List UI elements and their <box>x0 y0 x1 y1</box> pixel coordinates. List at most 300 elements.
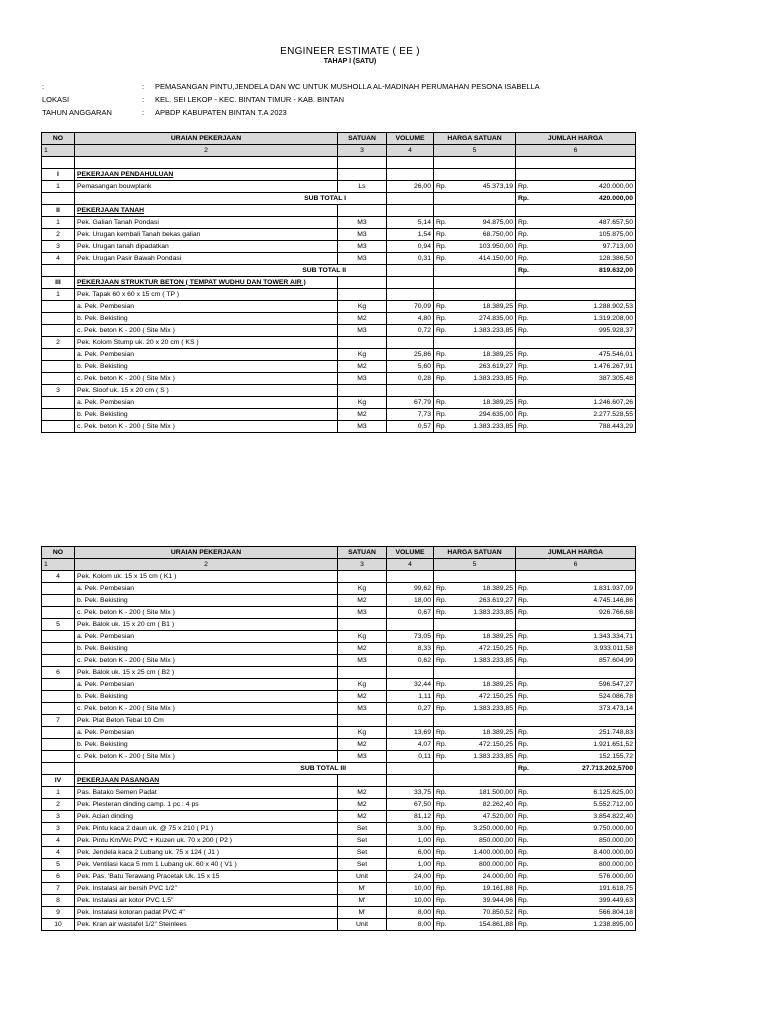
item-total: 524.086,78 <box>540 691 636 703</box>
subtotal-row <box>42 193 636 205</box>
currency-label: Rp. <box>516 895 540 907</box>
table-row <box>42 349 636 361</box>
currency-label: Rp. <box>516 595 540 607</box>
empty-cell <box>516 337 636 349</box>
item-unit-price: 82.262,40 <box>463 799 516 811</box>
item-description: Pek. Instalasi kotoran padat PVC 4" <box>75 907 338 919</box>
item-unit: M' <box>338 883 387 895</box>
item-volume: 26,00 <box>387 181 434 193</box>
currency-label: Rp. <box>516 847 540 859</box>
item-unit-price: 68.750,00 <box>463 229 516 241</box>
item-unit: Set <box>338 859 387 871</box>
item-unit: M2 <box>338 799 387 811</box>
item-volume: 0,31 <box>387 253 434 265</box>
info-value: PEMASANGAN PINTU,JENDELA DAN WC UNTUK MUSHOLLA AL-MADINAH PERUMAHAN PESONA ISABELLA <box>155 82 540 91</box>
table-row <box>42 241 636 253</box>
subtotal-label: SUB TOTAL III <box>75 763 387 775</box>
table-row <box>42 631 636 643</box>
subsection-title: Pek. Tapak 60 x 60 x 15 cm ( TP ) <box>75 289 338 301</box>
item-unit: Kg <box>338 349 387 361</box>
item-volume: 67,79 <box>387 397 434 409</box>
item-description: c. Pek. beton K - 200 ( Site Mix ) <box>75 751 338 763</box>
item-unit-price: 263.619,27 <box>463 595 516 607</box>
currency-label: Rp. <box>516 727 540 739</box>
table-row <box>42 811 636 823</box>
info-colon: : <box>142 95 145 104</box>
item-unit-price: 1.383.233,85 <box>463 655 516 667</box>
item-unit: M2 <box>338 643 387 655</box>
item-unit: M3 <box>338 253 387 265</box>
item-unit-price: 850.000,00 <box>463 835 516 847</box>
item-unit: M3 <box>338 229 387 241</box>
section-title: PEKERJAAN PASANGAN <box>75 775 338 787</box>
subtotal-value: 420.000,00 <box>540 193 636 205</box>
item-description: a. Pek. Pembesian <box>75 631 338 643</box>
item-number <box>42 655 75 667</box>
currency-label: Rp. <box>516 787 540 799</box>
subtotal-label: SUB TOTAL I <box>75 193 387 205</box>
section-title: PEKERJAAN STRUKTUR BETON ( TEMPAT WUDHU DAN TOWER AIR ) <box>75 277 338 289</box>
currency-label: Rp. <box>434 811 463 823</box>
item-number: 5 <box>42 619 75 631</box>
section-number: IV <box>42 775 75 787</box>
section-number: I <box>42 169 75 181</box>
item-unit-price: 18.389,25 <box>463 727 516 739</box>
currency-label: Rp. <box>434 655 463 667</box>
item-number: 9 <box>42 907 75 919</box>
empty-cell <box>434 337 516 349</box>
index-cell: 6 <box>516 145 636 157</box>
item-volume: 0,27 <box>387 703 434 715</box>
item-number: 3 <box>42 241 75 253</box>
item-unit: M2 <box>338 361 387 373</box>
item-total: 97.713,00 <box>540 241 636 253</box>
currency-label: Rp. <box>516 859 540 871</box>
item-total: 4.745.146,86 <box>540 595 636 607</box>
item-total: 6.125.625,00 <box>540 787 636 799</box>
item-number <box>42 325 75 337</box>
item-unit-price: 1.383.233,85 <box>463 751 516 763</box>
table-row <box>42 397 636 409</box>
item-unit-price: 24.000,00 <box>463 871 516 883</box>
currency-label: Rp. <box>434 679 463 691</box>
subsection-title: Pek. Kolom Stump uk. 20 x 20 cm ( KS ) <box>75 337 338 349</box>
currency-label: Rp. <box>434 397 463 409</box>
item-total: 191.618,75 <box>540 883 636 895</box>
currency-label: Rp. <box>434 253 463 265</box>
header-no: NO <box>42 547 75 559</box>
item-volume: 0,11 <box>387 751 434 763</box>
empty-cell <box>387 277 434 289</box>
section-row <box>42 775 636 787</box>
empty-cell <box>387 619 434 631</box>
subsection-title: Pek. Balok uk. 15 x 20 cm ( B1 ) <box>75 619 338 631</box>
currency-label: Rp. <box>516 301 540 313</box>
section-number: III <box>42 277 75 289</box>
item-description: Pek. Urugan kembali Tanah bekas galian <box>75 229 338 241</box>
currency-label: Rp. <box>516 253 540 265</box>
item-total: 1.831.937,09 <box>540 583 636 595</box>
table-row <box>42 595 636 607</box>
currency-label: Rp. <box>434 607 463 619</box>
item-volume: 7,73 <box>387 409 434 421</box>
empty-cell <box>516 571 636 583</box>
empty-cell <box>434 763 516 775</box>
item-total: 1.319.208,00 <box>540 313 636 325</box>
item-volume: 0,62 <box>387 655 434 667</box>
item-unit: M2 <box>338 595 387 607</box>
item-number <box>42 631 75 643</box>
item-description: b. Pek. Bekisting <box>75 595 338 607</box>
item-description: Pek. Pintu Km/Wc PVC + Kuzen uk. 70 x 200 ( P2 ) <box>75 835 338 847</box>
item-unit-price: 472.150,25 <box>463 691 516 703</box>
index-cell: 4 <box>387 145 434 157</box>
item-unit-price: 45.373,19 <box>463 181 516 193</box>
currency-label: Rp. <box>516 181 540 193</box>
item-description: c. Pek. beton K - 200 ( Site Mix ) <box>75 655 338 667</box>
empty-cell <box>338 667 387 679</box>
index-cell: 1 <box>42 145 75 157</box>
empty-cell <box>75 157 338 169</box>
table-row <box>42 373 636 385</box>
currency-label: Rp. <box>516 409 540 421</box>
table-row <box>42 313 636 325</box>
table-row <box>42 253 636 265</box>
table-row <box>42 217 636 229</box>
currency-label: Rp. <box>434 871 463 883</box>
item-unit-price: 1.383.233,85 <box>463 325 516 337</box>
subsection-title: Pek. Plat Beton Tebal 10 Cm <box>75 715 338 727</box>
item-volume: 32,44 <box>387 679 434 691</box>
currency-label: Rp. <box>434 217 463 229</box>
item-description: Pek. Jendela kaca 2 Lubang uk. 75 x 124 ( J1 ) <box>75 847 338 859</box>
item-unit-price: 414.150,00 <box>463 253 516 265</box>
item-number: 2 <box>42 229 75 241</box>
empty-cell <box>516 205 636 217</box>
currency-label: Rp. <box>516 691 540 703</box>
item-description: Pek. Acian dinding <box>75 811 338 823</box>
item-description: Pek. Instalasi air bersih PVC 1/2" <box>75 883 338 895</box>
item-unit: Set <box>338 835 387 847</box>
currency-label: Rp. <box>434 643 463 655</box>
item-volume: 4,07 <box>387 739 434 751</box>
item-description: c. Pek. beton K - 200 ( Site Mix ) <box>75 703 338 715</box>
currency-label: Rp. <box>516 811 540 823</box>
item-number: 7 <box>42 715 75 727</box>
column-index-row <box>42 559 636 571</box>
currency-label: Rp. <box>434 583 463 595</box>
item-total: 596.547,27 <box>540 679 636 691</box>
currency-label: Rp. <box>516 193 540 205</box>
table-header-row <box>42 133 636 145</box>
item-volume: 0,28 <box>387 373 434 385</box>
subsection-title: Pek. Kolom uk. 15 x 15 cm ( K1 ) <box>75 571 338 583</box>
item-description: c. Pek. beton K - 200 ( Site Mix ) <box>75 607 338 619</box>
item-volume: 24,00 <box>387 871 434 883</box>
item-number: 3 <box>42 823 75 835</box>
index-cell: 1 <box>42 559 75 571</box>
currency-label: Rp. <box>434 229 463 241</box>
table-row <box>42 823 636 835</box>
item-unit: Kg <box>338 583 387 595</box>
info-colon: : <box>142 108 145 117</box>
empty-cell <box>434 667 516 679</box>
item-number <box>42 409 75 421</box>
currency-label: Rp. <box>434 799 463 811</box>
table-row <box>42 361 636 373</box>
currency-label: Rp. <box>434 181 463 193</box>
item-total: 105.875,00 <box>540 229 636 241</box>
empty-cell <box>434 571 516 583</box>
item-number: 5 <box>42 859 75 871</box>
item-number: 10 <box>42 919 75 931</box>
table-row <box>42 181 636 193</box>
item-volume: 0,67 <box>387 607 434 619</box>
item-volume: 5,60 <box>387 361 434 373</box>
item-total: 2.277.528,55 <box>540 409 636 421</box>
item-total: 800.000,00 <box>540 859 636 871</box>
item-volume: 1,54 <box>387 229 434 241</box>
item-number: 1 <box>42 787 75 799</box>
empty-cell <box>387 289 434 301</box>
currency-label: Rp. <box>434 595 463 607</box>
item-description: Pek. Kran air wastafel 1/2" Steinlees <box>75 919 338 931</box>
item-unit: M2 <box>338 691 387 703</box>
item-unit-price: 3.250.000,00 <box>463 823 516 835</box>
item-unit-price: 39.944,96 <box>463 895 516 907</box>
currency-label: Rp. <box>434 301 463 313</box>
item-total: 1.246.607,26 <box>540 397 636 409</box>
table-row <box>42 799 636 811</box>
currency-label: Rp. <box>516 229 540 241</box>
empty-cell <box>434 289 516 301</box>
header-jumlah-harga: JUMLAH HARGA <box>516 547 636 559</box>
item-total: 9.750.000,00 <box>540 823 636 835</box>
header-satuan: SATUAN <box>338 133 387 145</box>
currency-label: Rp. <box>516 655 540 667</box>
index-cell: 6 <box>516 559 636 571</box>
item-description: Pek. Galian Tanah Pondasi <box>75 217 338 229</box>
index-cell: 2 <box>75 145 338 157</box>
currency-label: Rp. <box>516 241 540 253</box>
item-number: 1 <box>42 289 75 301</box>
info-value: APBDP KABUPATEN BINTAN T.A 2023 <box>155 108 287 117</box>
item-total: 1.288.902,53 <box>540 301 636 313</box>
table-row <box>42 583 636 595</box>
header-no: NO <box>42 133 75 145</box>
currency-label: Rp. <box>434 907 463 919</box>
item-description: Pek. Ventilasi kaca 5 mm 1 Lubang uk. 60 x 40 ( V1 ) <box>75 859 338 871</box>
empty-cell <box>387 157 434 169</box>
currency-label: Rp. <box>434 421 463 433</box>
item-total: 152.155,72 <box>540 751 636 763</box>
index-cell: 5 <box>434 559 516 571</box>
currency-label: Rp. <box>434 349 463 361</box>
item-number <box>42 361 75 373</box>
item-number <box>42 583 75 595</box>
item-number: 4 <box>42 847 75 859</box>
item-unit-price: 263.619,27 <box>463 361 516 373</box>
info-key: : <box>42 82 45 91</box>
item-description: a. Pek. Pembesian <box>75 679 338 691</box>
item-volume: 25,86 <box>387 349 434 361</box>
item-total: 128.386,50 <box>540 253 636 265</box>
item-unit: Kg <box>338 727 387 739</box>
empty-cell <box>42 763 75 775</box>
item-number <box>42 739 75 751</box>
item-unit: M' <box>338 907 387 919</box>
item-total: 1.238.895,00 <box>540 919 636 931</box>
subtotal-value: 27.713.202,5700 <box>540 763 636 775</box>
empty-cell <box>516 289 636 301</box>
item-number <box>42 643 75 655</box>
item-unit-price: 1.383.233,85 <box>463 607 516 619</box>
subsection-row <box>42 619 636 631</box>
item-description: c. Pek. beton K - 200 ( Site Mix ) <box>75 421 338 433</box>
table-row <box>42 301 636 313</box>
item-unit-price: 274.835,00 <box>463 313 516 325</box>
item-volume: 1,11 <box>387 691 434 703</box>
currency-label: Rp. <box>516 835 540 847</box>
item-total: 3.854.822,40 <box>540 811 636 823</box>
currency-label: Rp. <box>434 883 463 895</box>
header-harga-satuan: HARGA SATUAN <box>434 547 516 559</box>
empty-cell <box>338 169 387 181</box>
header-satuan: SATUAN <box>338 547 387 559</box>
item-unit: M2 <box>338 811 387 823</box>
item-unit-price: 19.161,88 <box>463 883 516 895</box>
item-number <box>42 421 75 433</box>
index-cell: 4 <box>387 559 434 571</box>
item-number <box>42 691 75 703</box>
empty-cell <box>338 385 387 397</box>
subsection-row <box>42 385 636 397</box>
empty-cell <box>387 193 434 205</box>
item-volume: 99,62 <box>387 583 434 595</box>
empty-cell <box>516 775 636 787</box>
item-unit: M3 <box>338 241 387 253</box>
item-unit: Kg <box>338 631 387 643</box>
item-unit: M3 <box>338 607 387 619</box>
item-unit: M3 <box>338 421 387 433</box>
info-value: KEL. SEI LEKOP - KEC. BINTAN TIMUR - KAB. BINTAN <box>155 95 345 104</box>
empty-cell <box>387 667 434 679</box>
empty-cell <box>387 763 434 775</box>
item-description: b. Pek. Bekisting <box>75 409 338 421</box>
currency-label: Rp. <box>434 739 463 751</box>
item-volume: 70,09 <box>387 301 434 313</box>
item-unit-price: 154.861,88 <box>463 919 516 931</box>
item-unit-price: 47.520,00 <box>463 811 516 823</box>
item-unit-price: 94.875,00 <box>463 217 516 229</box>
item-number: 2 <box>42 337 75 349</box>
section-row <box>42 277 636 289</box>
currency-label: Rp. <box>516 739 540 751</box>
item-unit-price: 18.389,25 <box>463 397 516 409</box>
currency-label: Rp. <box>516 397 540 409</box>
table-row <box>42 325 636 337</box>
item-total: 475.546,01 <box>540 349 636 361</box>
currency-label: Rp. <box>434 859 463 871</box>
subsection-title: Pek. Sloof uk. 15 x 20 cm ( S ) <box>75 385 338 397</box>
item-number <box>42 607 75 619</box>
item-description: b. Pek. Bekisting <box>75 739 338 751</box>
empty-cell <box>516 157 636 169</box>
currency-label: Rp. <box>434 691 463 703</box>
column-index-row <box>42 145 636 157</box>
estimate-table-1 <box>41 132 636 433</box>
item-description: c. Pek. beton K - 200 ( Site Mix ) <box>75 373 338 385</box>
item-unit: Unit <box>338 871 387 883</box>
item-unit: Kg <box>338 679 387 691</box>
item-volume: 81,12 <box>387 811 434 823</box>
currency-label: Rp. <box>434 823 463 835</box>
empty-cell <box>338 571 387 583</box>
estimate-table-2 <box>41 546 636 931</box>
item-description: Pemasangan bouwplank <box>75 181 338 193</box>
table-row <box>42 691 636 703</box>
item-unit-price: 1.383.233,85 <box>463 421 516 433</box>
item-volume: 6,00 <box>387 847 434 859</box>
empty-cell <box>387 265 434 277</box>
currency-label: Rp. <box>516 607 540 619</box>
currency-label: Rp. <box>516 919 540 931</box>
currency-label: Rp. <box>434 241 463 253</box>
item-total: 8.400.000,00 <box>540 847 636 859</box>
item-description: Pek. Pas. 'Batu Terawang Pracetak Uk. 15 x 15 <box>75 871 338 883</box>
item-unit: M2 <box>338 739 387 751</box>
subsection-row <box>42 571 636 583</box>
item-unit-price: 1.383.233,85 <box>463 373 516 385</box>
currency-label: Rp. <box>516 763 540 775</box>
empty-cell <box>338 157 387 169</box>
item-total: 373.473,14 <box>540 703 636 715</box>
item-unit: M3 <box>338 325 387 337</box>
item-number <box>42 727 75 739</box>
table-row <box>42 859 636 871</box>
item-total: 788.443,29 <box>540 421 636 433</box>
table-row <box>42 871 636 883</box>
currency-label: Rp. <box>434 835 463 847</box>
currency-label: Rp. <box>434 373 463 385</box>
table-row <box>42 835 636 847</box>
empty-cell <box>434 775 516 787</box>
item-description: a. Pek. Pembesian <box>75 349 338 361</box>
item-number: 4 <box>42 571 75 583</box>
empty-cell <box>516 385 636 397</box>
empty-cell <box>387 385 434 397</box>
currency-label: Rp. <box>434 361 463 373</box>
item-volume: 13,69 <box>387 727 434 739</box>
empty-cell <box>516 619 636 631</box>
currency-label: Rp. <box>516 361 540 373</box>
table-row <box>42 883 636 895</box>
empty-cell <box>434 205 516 217</box>
item-number: 1 <box>42 181 75 193</box>
item-total: 850.000,00 <box>540 835 636 847</box>
info-key: TAHUN ANGGARAN <box>42 108 112 117</box>
subsection-row <box>42 667 636 679</box>
item-number <box>42 349 75 361</box>
currency-label: Rp. <box>434 727 463 739</box>
item-unit-price: 18.389,25 <box>463 631 516 643</box>
item-total: 1.476.267,91 <box>540 361 636 373</box>
empty-cell <box>516 169 636 181</box>
item-total: 251.748,83 <box>540 727 636 739</box>
item-description: a. Pek. Pembesian <box>75 301 338 313</box>
item-description: Pas. Batako Semen Padat <box>75 787 338 799</box>
item-unit-price: 18.389,25 <box>463 583 516 595</box>
